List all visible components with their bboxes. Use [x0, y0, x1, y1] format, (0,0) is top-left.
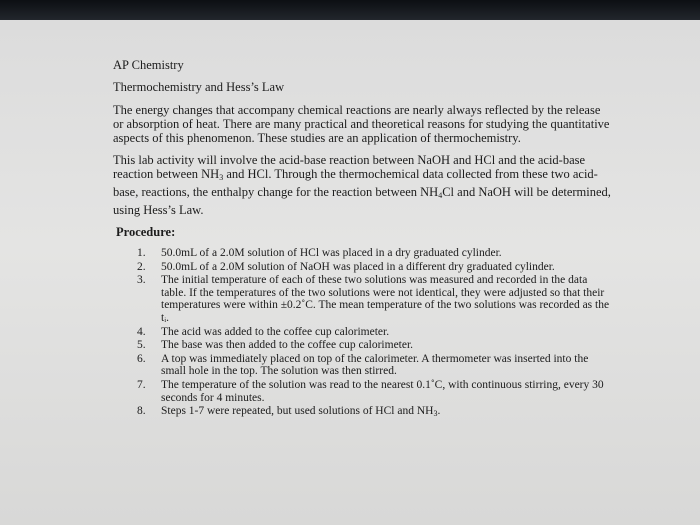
procedure-step [137, 405, 613, 421]
step-text-post: . [437, 405, 441, 418]
procedure-step [137, 339, 613, 352]
lab-text-part-3: Cl and NaOH will be determined, using Hess’s Law. [113, 185, 611, 217]
procedure-step [137, 247, 613, 260]
step-text: The base was then added to the coffee cup calorimeter. [161, 339, 414, 352]
document-page [0, 20, 700, 525]
step-text: A top was immediately placed on top of the calorimeter. A thermometer was inserted into the small hole in the top. The solution was then stirred. [161, 352, 589, 378]
step-number: 8. [137, 405, 146, 418]
procedure-heading: Procedure: [116, 225, 176, 239]
step-text: 50.0mL of a 2.0M solution of NaOH was placed in a different dry graduated cylinder. [161, 260, 555, 273]
step-number: 6. [137, 352, 146, 365]
step-text: The acid was added to the coffee cup calorimeter. [161, 325, 390, 338]
step-number: 1. [137, 247, 146, 259]
step-number: 3. [137, 274, 146, 287]
document-body [113, 58, 613, 422]
step-number: 2. [137, 260, 146, 273]
monitor-bezel [0, 0, 700, 20]
procedure-step [137, 326, 613, 339]
step-text-pre: Steps 1-7 were repeated, but used solutions of HCl and NH [161, 405, 434, 418]
intro-paragraph: The energy changes that accompany chemical reactions are nearly always reflected by the release or absorption of heat. There are many practical and theoretical reasons for studying the quantitative aspects of this phenomenon. These studies are an application of thermochemistry. [113, 103, 610, 145]
procedure-step [137, 261, 613, 274]
step-text: The temperature of the solution was read to the nearest 0.1˚C, with continuous stirring, every 30 seconds for 4 minutes. [161, 378, 604, 404]
step-text: The initial temperature of each of these two solutions was measured and recorded in the data table. If the temperatures of the two solutions were not identical, they were adjusted so that their temperatures were within ±0.2˚C. The mean temperature of the two solutions was recorded as the tᵢ. [161, 274, 610, 324]
course-heading: AP Chemistry [113, 58, 184, 72]
step-number: 4. [137, 325, 146, 338]
procedure-step [137, 379, 613, 404]
step-number: 7. [137, 378, 146, 391]
procedure-list [113, 247, 613, 421]
document-title: Thermochemistry and Hess’s Law [113, 80, 285, 94]
nh3-subscript: 3 [433, 409, 438, 419]
procedure-step [137, 353, 613, 378]
nh3-subscript: 3 [219, 173, 224, 182]
step-number: 5. [137, 339, 146, 352]
lab-text-part-1: This lab activity will involve the acid-base reaction between NaOH and HCl and the acid-base reaction between NH [113, 153, 586, 181]
procedure-step [137, 274, 613, 324]
nh4-subscript: 4 [438, 191, 443, 200]
lab-description-paragraph [113, 153, 613, 217]
lab-text-part-2: and HCl. Through the thermochemical data collected from these two acid-base, reactions, the enthalpy change for the reaction between NH [113, 167, 598, 199]
step-text: 50.0mL of a 2.0M solution of HCl was placed in a dry graduated cylinder. [161, 247, 502, 259]
